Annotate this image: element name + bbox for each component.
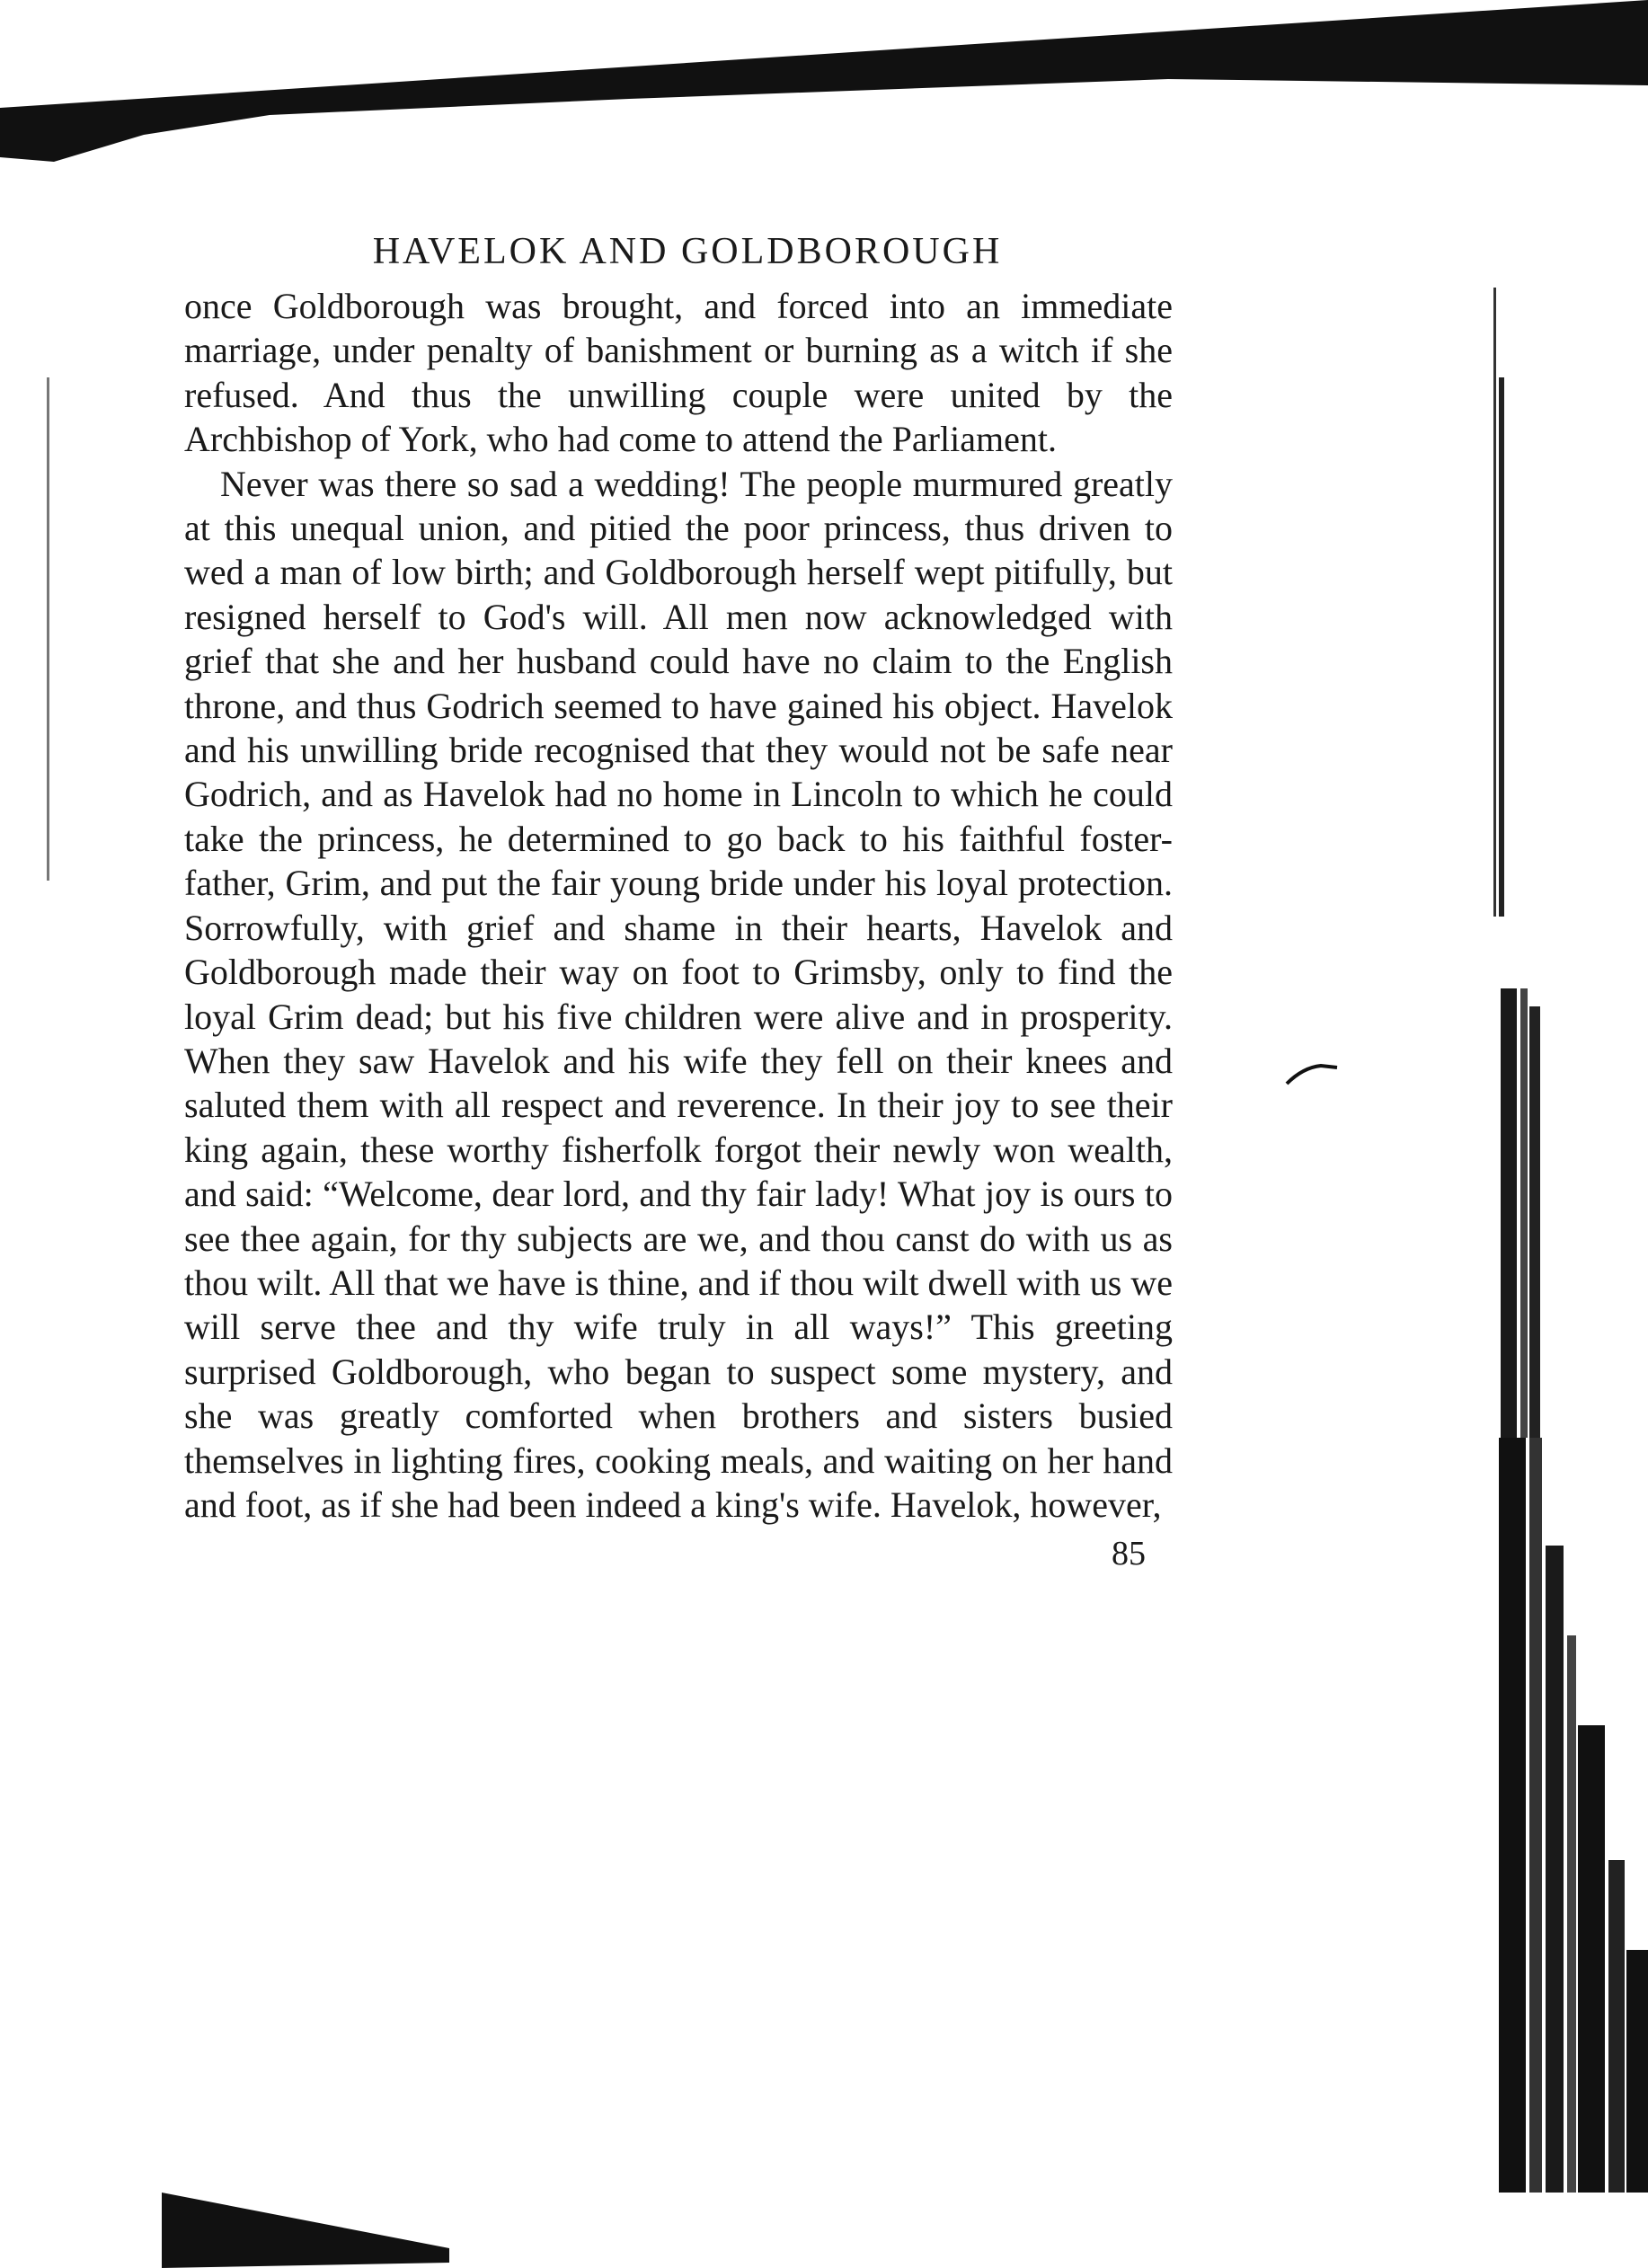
scan-line-left [47, 377, 49, 881]
body-text [184, 284, 1173, 1527]
scan-edge-top [0, 0, 1648, 171]
running-head: HAVELOK AND GOLDBOROUGH [372, 231, 1003, 272]
page-number: 85 [1112, 1535, 1146, 1573]
book-page [184, 225, 1173, 1573]
stray-ink-mark [1285, 1060, 1339, 1087]
scan-edge-right [1492, 288, 1648, 2193]
paragraph: Never was there so sad a wedding! The people murmured greatly at this unequal union, and pitied the poor princess, thus driven to wed a man of low birth; and Goldborough herself wept pitifully, but resigned herself to God's will. All men now acknowledged with grief that she and her husband could have no claim to the English throne, and thus Godrich seemed to have gained his object. Havelok and his unwilling bride recognised that they would not be safe near Godrich, and as Havelok had no home in Lincoln to which he could take the princess, he determined to go back to his faithful foster-father, Grim, and put the fair young bride under his loyal protection. Sorrowfully, with grief and shame in their hearts, Havelok and Goldborough made their way on foot to Grimsby, only to find the loyal Grim dead; but his five children were alive and in prosperity. When they saw Havelok and his wife they fell on their knees and saluted them with all respect and reverence. In their joy to see their king again, these worthy fisherfolk forgot their newly won wealth, and said: “Welcome, dear lord, and thy fair lady! What joy is ours to see thee again, for thy subjects are we, and thou canst do with us as thou wilt. All that we have is thine, and if thou wilt dwell with us we will serve thee and thy wife truly in all ways!” This greeting surprised Goldborough, who began to suspect some mystery, and she was greatly comforted when brothers and sisters busied themselves in lighting fires, cooking meals, and waiting on her hand and foot, as if she had been indeed a king's wife. Havelok, however, [184, 463, 1173, 1525]
scan-edge-bottom [162, 2193, 449, 2268]
paragraph: once Goldborough was brought, and forced into an immediate marriage, under penalty of banishment or burning as a witch if she refused. And thus the unwilling couple were united by the Archbishop of York, who had come to attend the Parliament. [184, 286, 1173, 460]
